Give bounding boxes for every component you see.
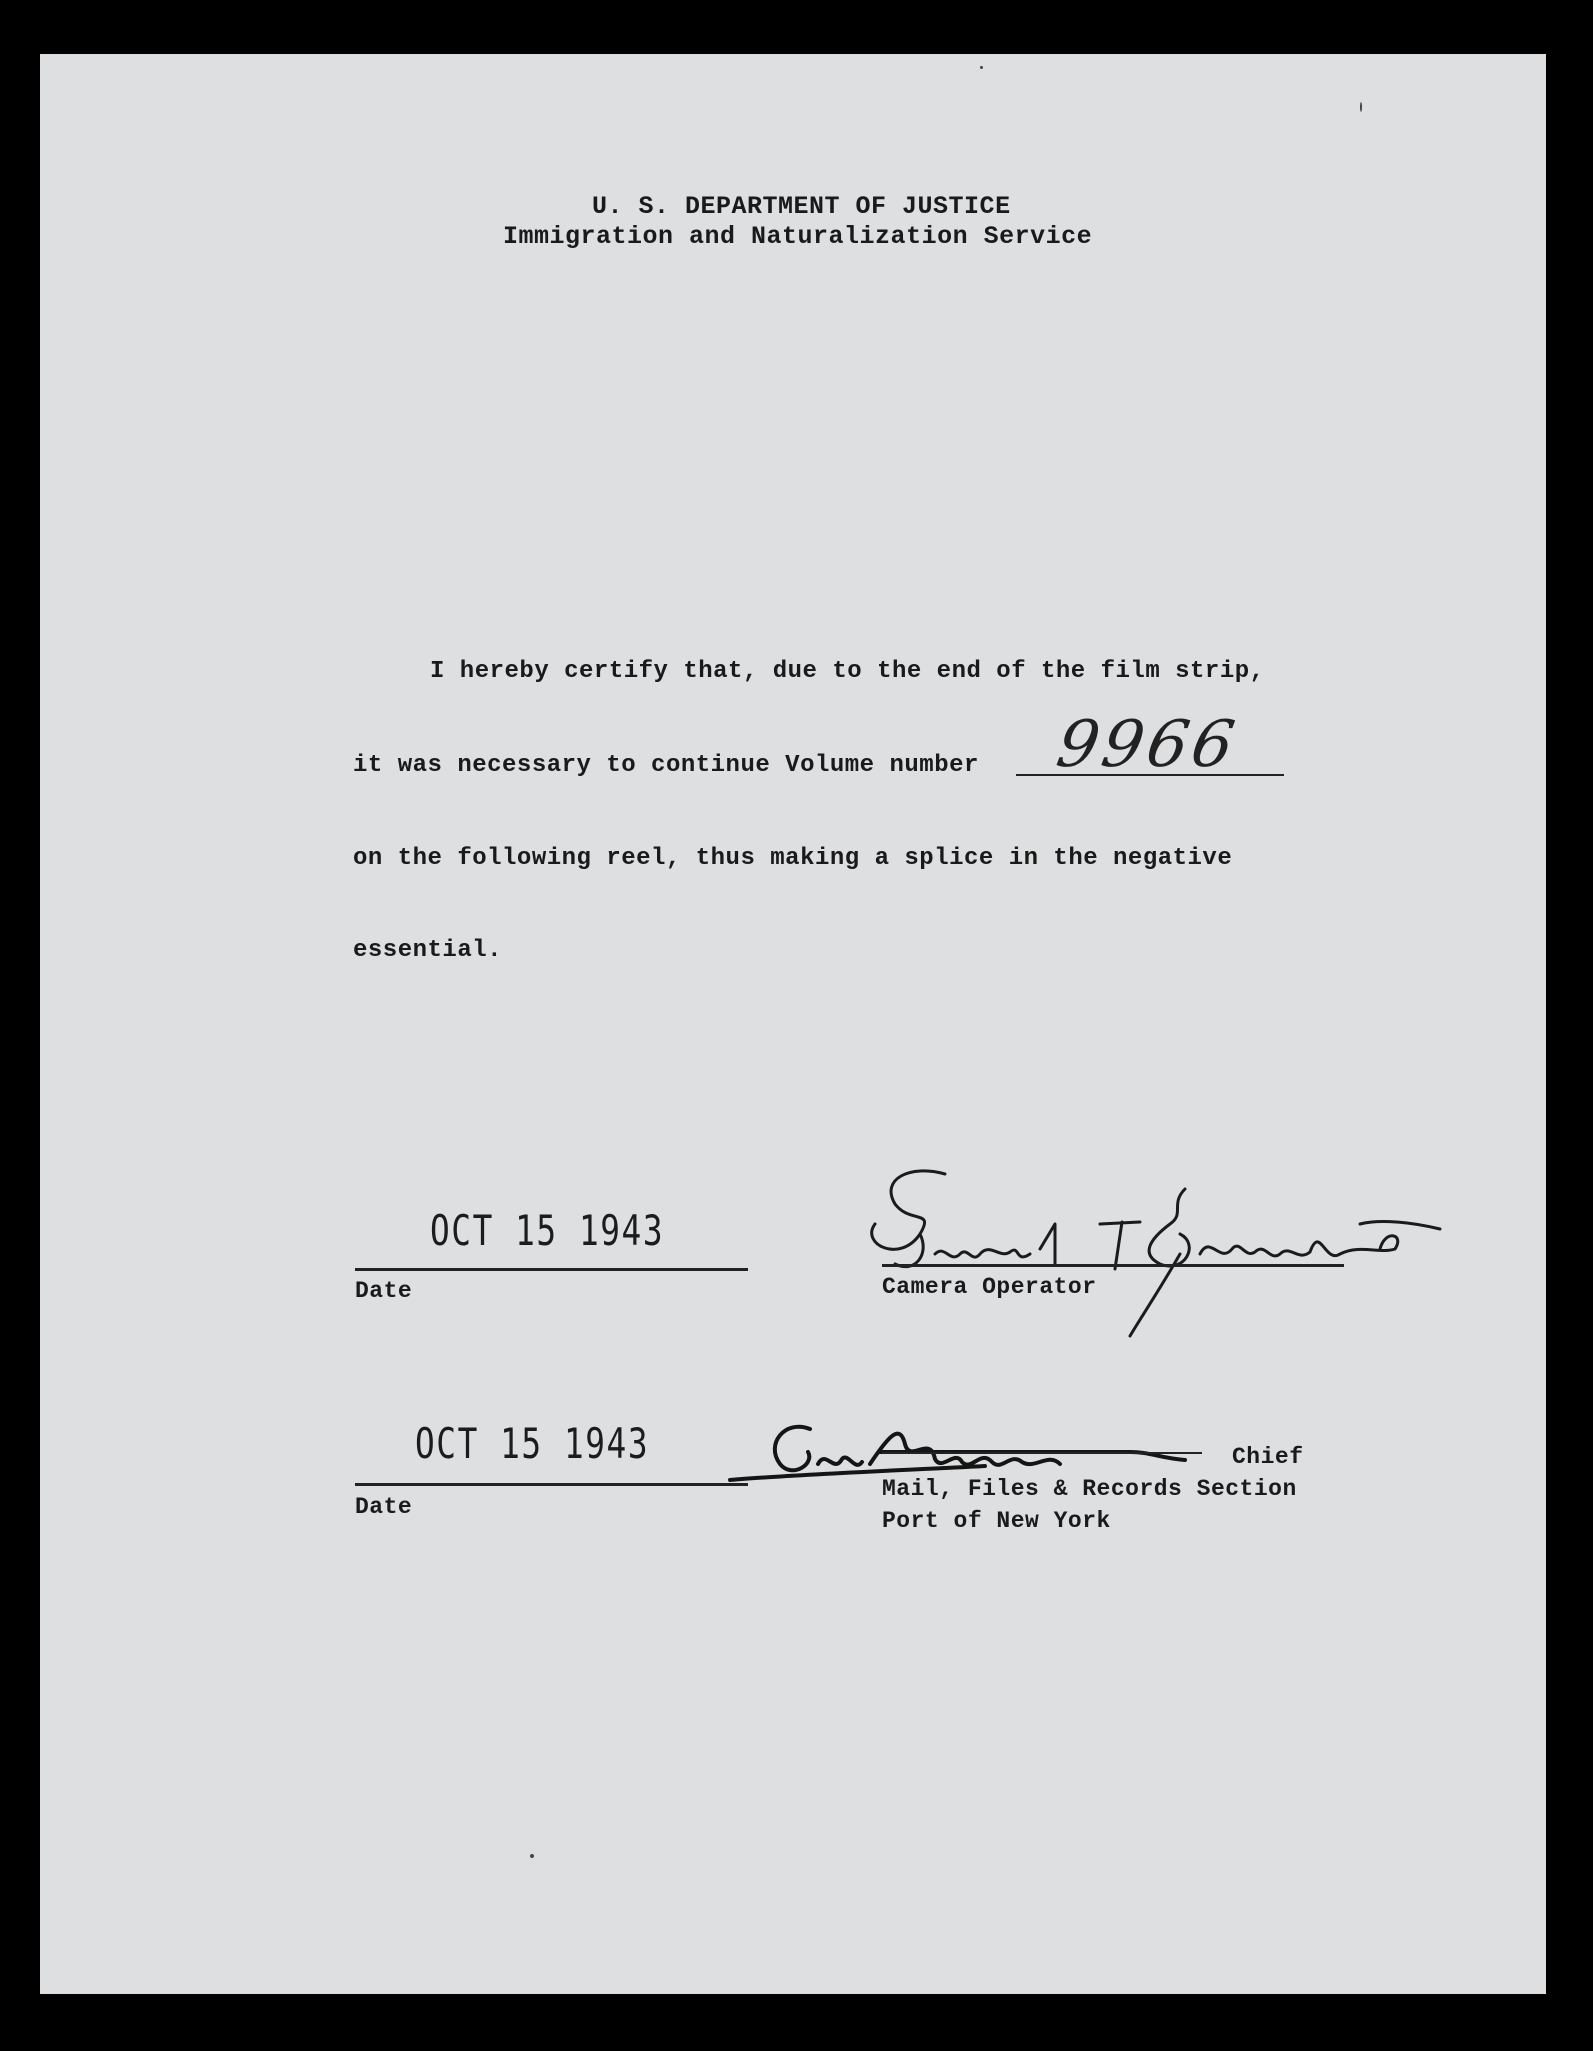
document-sheet [40, 54, 1546, 1994]
body-line-1: I hereby certify that, due to the end of the film strip, [430, 658, 1265, 685]
header-department: U. S. DEPARTMENT OF JUSTICE [592, 192, 1011, 221]
date-line-1 [355, 1268, 748, 1271]
camera-operator-title: Camera Operator [882, 1274, 1097, 1300]
body-line-4: essential. [353, 937, 503, 964]
header-service: Immigration and Naturalization Service [503, 222, 1093, 251]
scan-speck [1360, 102, 1362, 112]
date-stamp-1: OCT 15 1943 [430, 1206, 665, 1255]
chief-title: Chief [1232, 1444, 1304, 1470]
chief-port: Port of New York [882, 1508, 1111, 1534]
chief-signature-line [882, 1452, 1202, 1454]
date-label-2: Date [355, 1494, 413, 1520]
scan-speck [980, 66, 983, 69]
date-label-1: Date [355, 1278, 413, 1304]
body-line-2: it was necessary to continue Volume number [353, 752, 979, 779]
date-stamp-2: OCT 15 1943 [415, 1419, 650, 1468]
date-line-2 [355, 1483, 748, 1486]
scan-speck [530, 1854, 534, 1858]
body-line-3: on the following reel, thus making a splice in the negative [353, 845, 1233, 872]
camera-operator-line [882, 1264, 1344, 1267]
volume-number-handwritten: 9966 [1051, 708, 1244, 782]
chief-section: Mail, Files & Records Section [882, 1476, 1297, 1502]
camera-operator-signature [840, 1104, 1500, 1404]
